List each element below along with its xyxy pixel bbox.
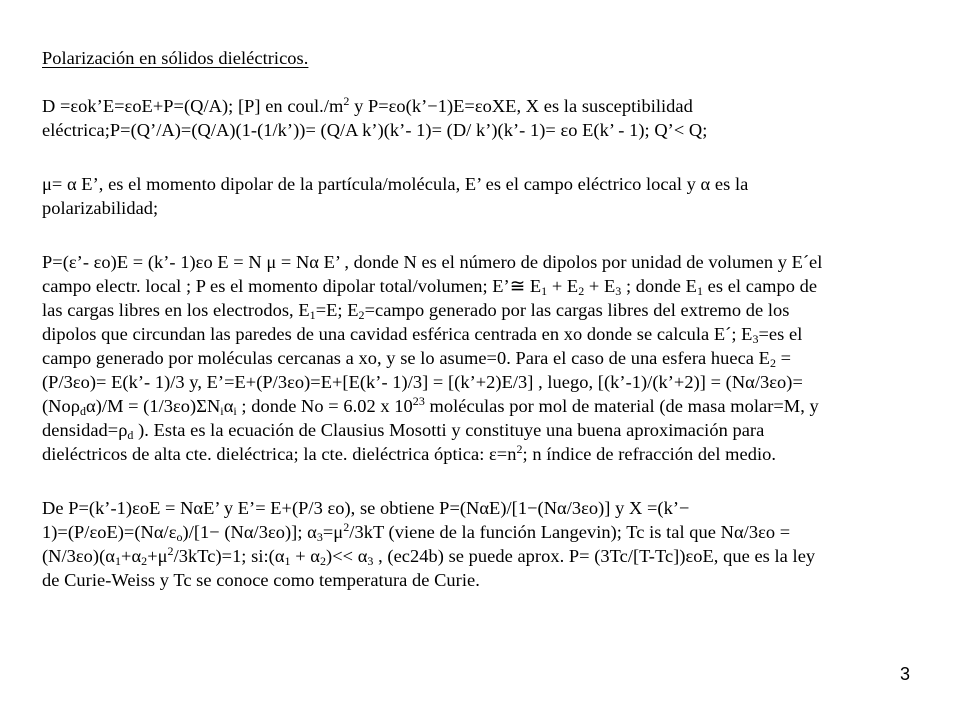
text-line: $1)=(P/\varepsilon oE)=(N\alpha/\varepsilon_o)/[1- (N\alpha/3\varepsilon o)]$; $\alpha_3=\mu^2/3kT$ (viene de la función Langevin); Tc is tal que Nα/3εo =	[42, 520, 791, 544]
text-line: μ= α E’, es el momento dipolar de la partícula/molécula, E’ es el campo eléctrico local y α es la	[42, 174, 749, 194]
text-line: dipolos que circundan las paredes de una cavidad esférica centrada en xo donde se calcula E´; $E_3=es$ el	[42, 324, 803, 346]
text-line: $(N/3\varepsilon o)(\alpha_1+\alpha_2+\mu^2/3kTc)=1$; $si:(\alpha_1 + \alpha_2)<< \alpha_3$ , (ec24b) se puede aprox. P= (3Tc/[T-Tc])εoE, que es la ley	[42, 544, 816, 568]
page-number: 3	[899, 664, 910, 684]
text-line: P=(ε’- εo)E = (k’- 1)εo E = N μ = Nα E’ , donde N es el número de dipolos por unidad de volumen y E´el	[42, 252, 823, 272]
text-line: (P/3εo)= E(k’- 1)/3 y, E’=E+(P/3εo)=E+[E(k’- 1)/3] = [(k’+2)E/3] , luego, [(k’-1)/(k’+2)] = (Nα/3εo)=	[42, 372, 803, 392]
text-line: de Curie-Weiss y Tc se conoce como temperatura de Curie.	[42, 570, 480, 590]
text-line: polarizabilidad;	[42, 198, 159, 218]
text-line: eléctrica;P=(Q’/A)=(Q/A)(1-(1/k’))= (Q/A k’)(k’- 1)= (D/ k’)(k’- 1)= εo E(k’ - 1); Q’< Q;	[42, 120, 708, 140]
text-line: las cargas libres en los electrodos, $E_1=E$; $E_2=campo$ generado por las cargas libres del extremo de los	[42, 300, 790, 322]
text-line: $(No\rho_d\alpha)/M = (1/3\varepsilon o)\Sigma N_i\alpha_i$ ; donde No = 6.02 x $10^{23}$ moléculas por mol de material (de masa molar=M, y	[42, 394, 819, 418]
text-line: De P=(k’-1)εoE = NαE’ y E’= E+(P/3 εo), se obtiene P=(NαE)/[1−(Nα/3εo)] y X =(k’−	[42, 498, 690, 518]
text-line: $densidad=\rho_d$ ). Esta es la ecuación de Clausius Mosotti y constituye una buena aproximación para	[42, 420, 765, 442]
document-title: Polarización en sólidos dieléctricos.	[42, 48, 309, 68]
text-line: D =εok’E=εoE+P=(Q/A); [P] en $coul./m^2$ y P=εo(k’−1)E=εoXE, X es la susceptibilidad	[42, 94, 693, 116]
text-line: campo generado por moléculas cercanas a xo, y se lo asume=0. Para el caso de una esfera hueca $E_2$ =	[42, 348, 792, 370]
text-line: campo electr. local ; P es el momento dipolar total/volumen; E’≅ $E_1 + E_2 + E_3$ ; donde $E_1$ es el campo de	[42, 276, 818, 298]
text-line: dieléctricos de alta cte. dieléctrica; la cte. dieléctrica óptica: $\varepsilon=n^2$; n índice de refracción del medio.	[42, 442, 777, 464]
